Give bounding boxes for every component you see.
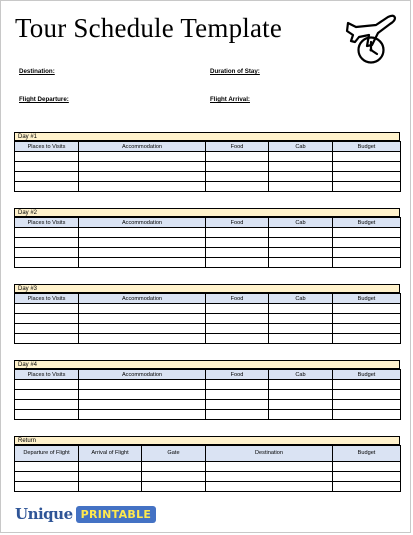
table-row	[15, 334, 401, 344]
table-cell[interactable]	[15, 380, 79, 390]
table-cell[interactable]	[206, 462, 333, 472]
table-cell[interactable]	[15, 304, 79, 314]
table-cell[interactable]	[15, 182, 79, 192]
table-cell[interactable]	[15, 238, 79, 248]
table-row	[15, 228, 401, 238]
table-cell[interactable]	[269, 400, 333, 410]
return-header: Return	[14, 436, 400, 445]
table-cell[interactable]	[15, 400, 79, 410]
table-cell[interactable]	[142, 472, 206, 482]
table-cell[interactable]	[79, 238, 206, 248]
table-cell[interactable]	[269, 324, 333, 334]
table-cell[interactable]	[206, 482, 333, 492]
column-header: Food	[206, 370, 269, 380]
brand-unique-text: Unique	[15, 505, 73, 523]
table-cell[interactable]	[79, 400, 206, 410]
return-section	[14, 436, 400, 492]
table-cell[interactable]	[269, 248, 333, 258]
table-row	[15, 172, 401, 182]
table-cell[interactable]	[269, 258, 333, 268]
column-header: Accommodation	[79, 294, 206, 304]
table-cell[interactable]	[269, 162, 333, 172]
column-header: Cab	[269, 142, 333, 152]
table-cell[interactable]	[206, 390, 269, 400]
day-section	[14, 208, 400, 268]
column-header: Gate	[142, 446, 206, 462]
table-row	[15, 380, 401, 390]
table-cell[interactable]	[333, 324, 401, 334]
table-cell[interactable]	[15, 482, 79, 492]
table-row	[15, 462, 401, 472]
table-cell[interactable]	[206, 334, 269, 344]
table-cell[interactable]	[269, 380, 333, 390]
table-cell[interactable]	[79, 228, 206, 238]
return-table	[14, 445, 401, 492]
day-table	[14, 141, 401, 192]
day-header: Day #3	[14, 284, 400, 293]
table-cell[interactable]	[269, 152, 333, 162]
column-header: Places to Visits	[15, 294, 79, 304]
day-section	[14, 132, 400, 192]
brand-printable-badge: PRINTABLE	[76, 506, 157, 523]
table-cell[interactable]	[15, 334, 79, 344]
table-cell[interactable]	[206, 324, 269, 334]
table-cell[interactable]	[79, 314, 206, 324]
table-cell[interactable]	[79, 380, 206, 390]
table-cell[interactable]	[333, 304, 401, 314]
table-cell[interactable]	[79, 462, 142, 472]
table-row	[15, 482, 401, 492]
brand-logo	[15, 504, 156, 524]
table-cell[interactable]	[79, 258, 206, 268]
table-cell[interactable]	[206, 380, 269, 390]
table-cell[interactable]	[15, 462, 79, 472]
day-header: Day #1	[14, 132, 400, 141]
table-cell[interactable]	[15, 228, 79, 238]
column-header: Accommodation	[79, 142, 206, 152]
table-cell[interactable]	[206, 248, 269, 258]
table-cell[interactable]	[206, 472, 333, 482]
table-cell[interactable]	[269, 182, 333, 192]
table-cell[interactable]	[15, 258, 79, 268]
column-header: Accommodation	[79, 370, 206, 380]
day-table	[14, 293, 401, 344]
table-cell[interactable]	[269, 410, 333, 420]
table-cell[interactable]	[333, 248, 401, 258]
table-cell[interactable]	[15, 390, 79, 400]
table-cell[interactable]	[333, 238, 401, 248]
table-cell[interactable]	[206, 152, 269, 162]
airplane-clock-icon	[342, 9, 400, 67]
column-header: Budget	[333, 446, 401, 462]
table-cell[interactable]	[206, 172, 269, 182]
table-cell[interactable]	[333, 482, 401, 492]
table-cell[interactable]	[79, 182, 206, 192]
table-cell[interactable]	[333, 162, 401, 172]
flight-arrival-field-label: Flight Arrival:	[210, 96, 250, 103]
table-cell[interactable]	[269, 334, 333, 344]
column-header: Places to Visits	[15, 370, 79, 380]
table-cell[interactable]	[79, 304, 206, 314]
table-row	[15, 314, 401, 324]
table-cell[interactable]	[206, 162, 269, 172]
table-row	[15, 152, 401, 162]
table-cell[interactable]	[79, 482, 142, 492]
column-header: Budget	[333, 294, 401, 304]
column-header: Cab	[269, 294, 333, 304]
table-row	[15, 390, 401, 400]
table-cell[interactable]	[79, 390, 206, 400]
table-cell[interactable]	[269, 228, 333, 238]
table-cell[interactable]	[206, 258, 269, 268]
table-cell[interactable]	[333, 410, 401, 420]
column-header: Food	[206, 294, 269, 304]
column-header: Arrival of Flight	[79, 446, 142, 462]
day-section	[14, 284, 400, 344]
table-cell[interactable]	[15, 172, 79, 182]
column-header: Food	[206, 142, 269, 152]
table-row	[15, 472, 401, 482]
table-cell[interactable]	[15, 324, 79, 334]
table-row	[15, 324, 401, 334]
table-cell[interactable]	[206, 228, 269, 238]
table-cell[interactable]	[206, 304, 269, 314]
table-cell[interactable]	[206, 182, 269, 192]
table-cell[interactable]	[206, 410, 269, 420]
table-cell[interactable]	[79, 152, 206, 162]
table-cell[interactable]	[142, 462, 206, 472]
column-header: Accommodation	[79, 218, 206, 228]
table-cell[interactable]	[333, 182, 401, 192]
page-title: Tour Schedule Template	[15, 13, 283, 43]
table-row	[15, 258, 401, 268]
table-cell[interactable]	[269, 238, 333, 248]
table-cell[interactable]	[142, 482, 206, 492]
table-cell[interactable]	[269, 172, 333, 182]
table-row	[15, 304, 401, 314]
table-cell[interactable]	[269, 304, 333, 314]
table-cell[interactable]	[333, 380, 401, 390]
flight-departure-field-label: Flight Departure:	[19, 96, 69, 103]
table-row	[15, 400, 401, 410]
table-cell[interactable]	[333, 334, 401, 344]
table-row	[15, 238, 401, 248]
column-header: Budget	[333, 218, 401, 228]
table-cell[interactable]	[79, 162, 206, 172]
table-cell[interactable]	[333, 258, 401, 268]
table-cell[interactable]	[15, 248, 79, 258]
day-header: Day #4	[14, 360, 400, 369]
table-cell[interactable]	[15, 152, 79, 162]
table-cell[interactable]	[15, 314, 79, 324]
table-cell[interactable]	[15, 410, 79, 420]
table-cell[interactable]	[79, 410, 206, 420]
day-section	[14, 360, 400, 420]
column-header: Food	[206, 218, 269, 228]
table-row	[15, 410, 401, 420]
column-header: Destination	[206, 446, 333, 462]
day-table	[14, 217, 401, 268]
table-cell[interactable]	[269, 390, 333, 400]
table-cell[interactable]	[15, 162, 79, 172]
table-row	[15, 182, 401, 192]
table-cell[interactable]	[333, 314, 401, 324]
table-cell[interactable]	[206, 400, 269, 410]
column-header: Cab	[269, 218, 333, 228]
destination-field-label: Destination:	[19, 68, 55, 75]
table-cell[interactable]	[333, 400, 401, 410]
column-header: Places to Visits	[15, 218, 79, 228]
table-cell[interactable]	[79, 324, 206, 334]
day-table	[14, 369, 401, 420]
column-header: Budget	[333, 370, 401, 380]
column-header: Cab	[269, 370, 333, 380]
table-cell[interactable]	[333, 472, 401, 482]
table-cell[interactable]	[206, 314, 269, 324]
table-cell[interactable]	[269, 314, 333, 324]
column-header: Departure of Flight	[15, 446, 79, 462]
table-cell[interactable]	[333, 228, 401, 238]
table-row	[15, 162, 401, 172]
table-cell[interactable]	[333, 152, 401, 162]
table-row	[15, 248, 401, 258]
table-cell[interactable]	[79, 472, 142, 482]
day-header: Day #2	[14, 208, 400, 217]
column-header: Places to Visits	[15, 142, 79, 152]
table-cell[interactable]	[333, 172, 401, 182]
duration-field-label: Duration of Stay:	[210, 68, 260, 75]
table-cell[interactable]	[79, 248, 206, 258]
table-cell[interactable]	[333, 390, 401, 400]
table-cell[interactable]	[15, 472, 79, 482]
table-cell[interactable]	[79, 172, 206, 182]
table-cell[interactable]	[79, 334, 206, 344]
table-cell[interactable]	[206, 238, 269, 248]
column-header: Budget	[333, 142, 401, 152]
table-cell[interactable]	[333, 462, 401, 472]
